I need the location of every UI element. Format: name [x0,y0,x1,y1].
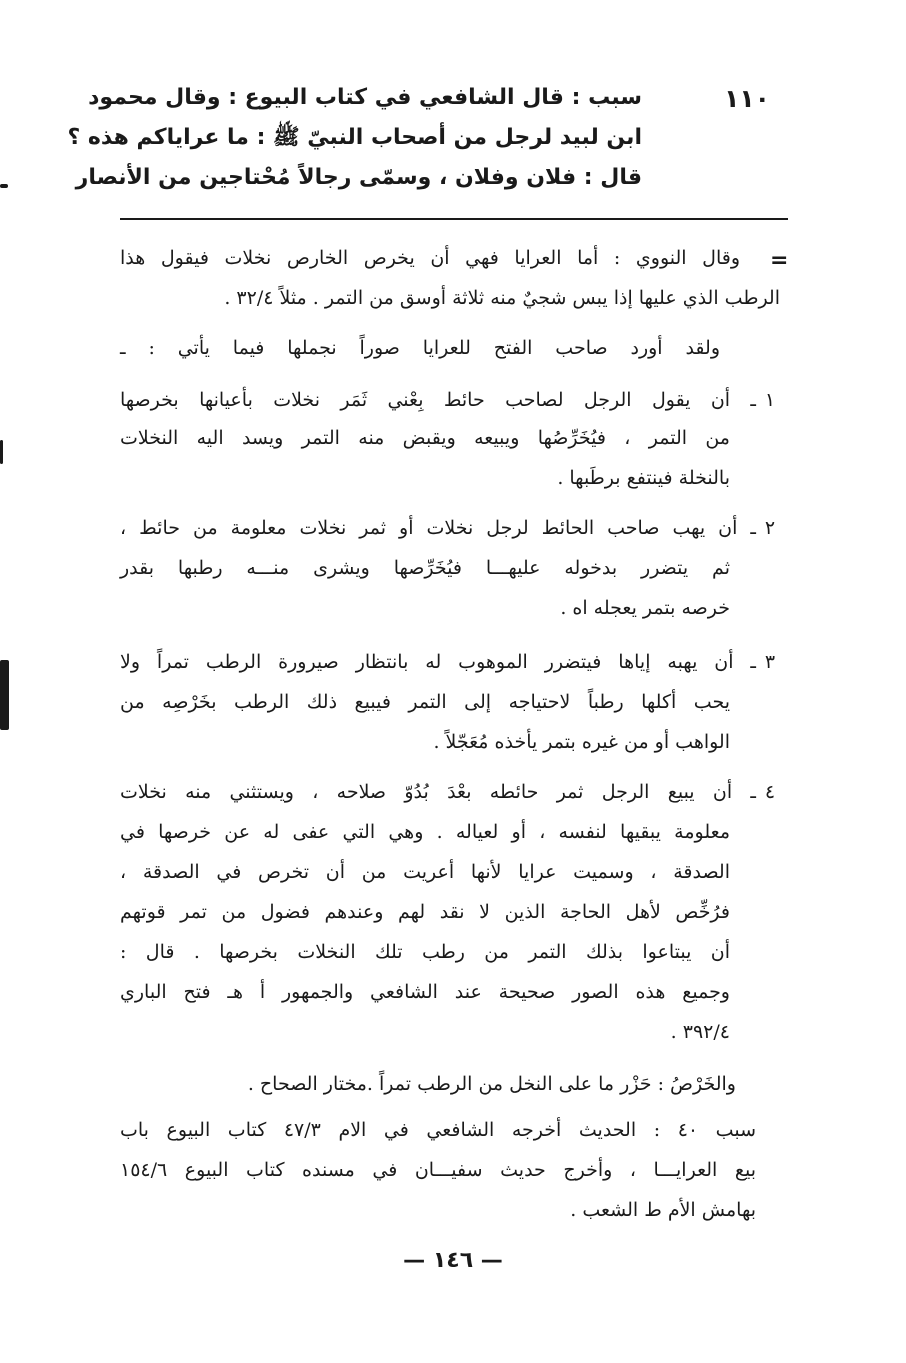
item-2-line-2: ثم يتضرر بدخوله عليهـــا فيُخَرِّصها ويشرى منـــه رطبها بقدر [120,557,730,579]
page-number: — ١٤٦ — [403,1248,503,1273]
scan-edge-mark-middle [0,660,9,730]
header-line-3: قال : فلان وفلان ، وسمّى رجالاً مُحْتاجين من الأنصار [75,165,642,190]
intro-line-2: الرطب الذي عليها إذا يبس شجيٌ منه ثلاثة أوسق من التمر . مثلاً ٣٢/٤ . [224,287,780,309]
item-1-line-1: ـ أن يقول الرجل لصاحب حائط بِعْني ثَمَر نخلات بأعيانها بخرصها [120,389,756,411]
source-line-3: بهامش الأم ط الشعب . [570,1199,756,1221]
item-2-line-3: خرصه بتمر يعجله اه . [560,597,730,619]
item-2-line-1: ـ أن يهب صاحب الحائط لرجل نخلات أو ثمر نخلات معلومة من حائط ، [120,517,756,539]
item-number-4: ٤ [764,781,776,803]
item-4-line-5: أن يبتاعوا بذلك التمر من رطب تلك النخلات بخرصها . قال : [120,941,730,963]
header-line-2: ابن لبيد لرجل من أصحاب النبيّ ﷺ : ما عراياكم هذه ؟ [67,125,642,150]
definition-line: والخَرْصُ : حَزْر ما على النخل من الرطب تمراً .مختار الصحاح . [247,1073,736,1095]
header-line-1: سبب : قال الشافعي في كتاب البيوع : وقال محمود [88,85,642,110]
item-4-line-2: معلومة يبقيها لنفسه ، أو لعياله . وهي التي عفى له عن خرصها في [120,821,730,843]
intro-line-1: وقال النووي : أما العرايا فهي أن يخرص الخارص نخلات فيقول هذا [120,247,740,269]
item-number-1: ١ [764,389,776,411]
item-4-line-3: الصدقة ، وسميت عرايا لأنها أعريت من أن تخرص في الصدقة ، [120,861,730,883]
item-3-line-3: الواهب أو من غيره بتمر يأخذه مُعَجّلاً . [433,731,730,753]
item-4-line-4: فرُخِّص لأهل الحاجة الذين لا نقد لهم وعندهم فضول من تمر قوتهم [120,901,730,923]
intro-line-3: ولقد أورد صاحب الفتح للعرايا صوراً نجملها فيما يأتي : ـ [120,337,720,359]
hadith-number: ١١٠ [724,84,770,113]
item-3-line-2: يحب أكلها رطباً لاحتياجه إلى التمر فيبيع ذلك الرطب بخَرْصِه من [120,691,730,713]
item-1-line-2: من التمر ، فيُخَرِّصُها ويبيعه ويقبض منه التمر ويسد اليه النخلات [120,427,730,449]
item-number-2: ٢ [764,517,776,539]
scan-edge-mark-top [0,184,8,188]
item-1-line-3: بالنخلة فينتفع برطَبها . [557,467,730,489]
footnote-separator [120,218,788,220]
item-4-line-1: ـ أن يبيع الرجل ثمر حائطه بعْدَ بُدُوّ صلاحه ، ويستثني منه نخلات [120,781,756,803]
item-4-line-6: وجميع هذه الصور صحيحة عند الشافعي والجمهور أ هـ فتح الباري [120,981,730,1003]
item-number-3: ٣ [764,651,776,673]
source-line-2: بيع العرايـــا ، وأخرج حديث سفيـــان في مسنده كتاب البيوع ١٥٤/٦ [120,1159,756,1181]
scan-edge-mark-small [0,440,3,464]
continuation-mark: = [770,248,789,273]
item-3-line-1: ـ أن يهبه إياها فيتضرر الموهوب له بانتظار صيرورة الرطب تمراً ولا [120,651,756,673]
source-line-1: سبب ٤٠ : الحديث أخرجه الشافعي في الام ٤٧/٣ كتاب البيوع باب [120,1119,756,1141]
item-4-line-7: ٣٩٢/٤ . [670,1021,730,1043]
